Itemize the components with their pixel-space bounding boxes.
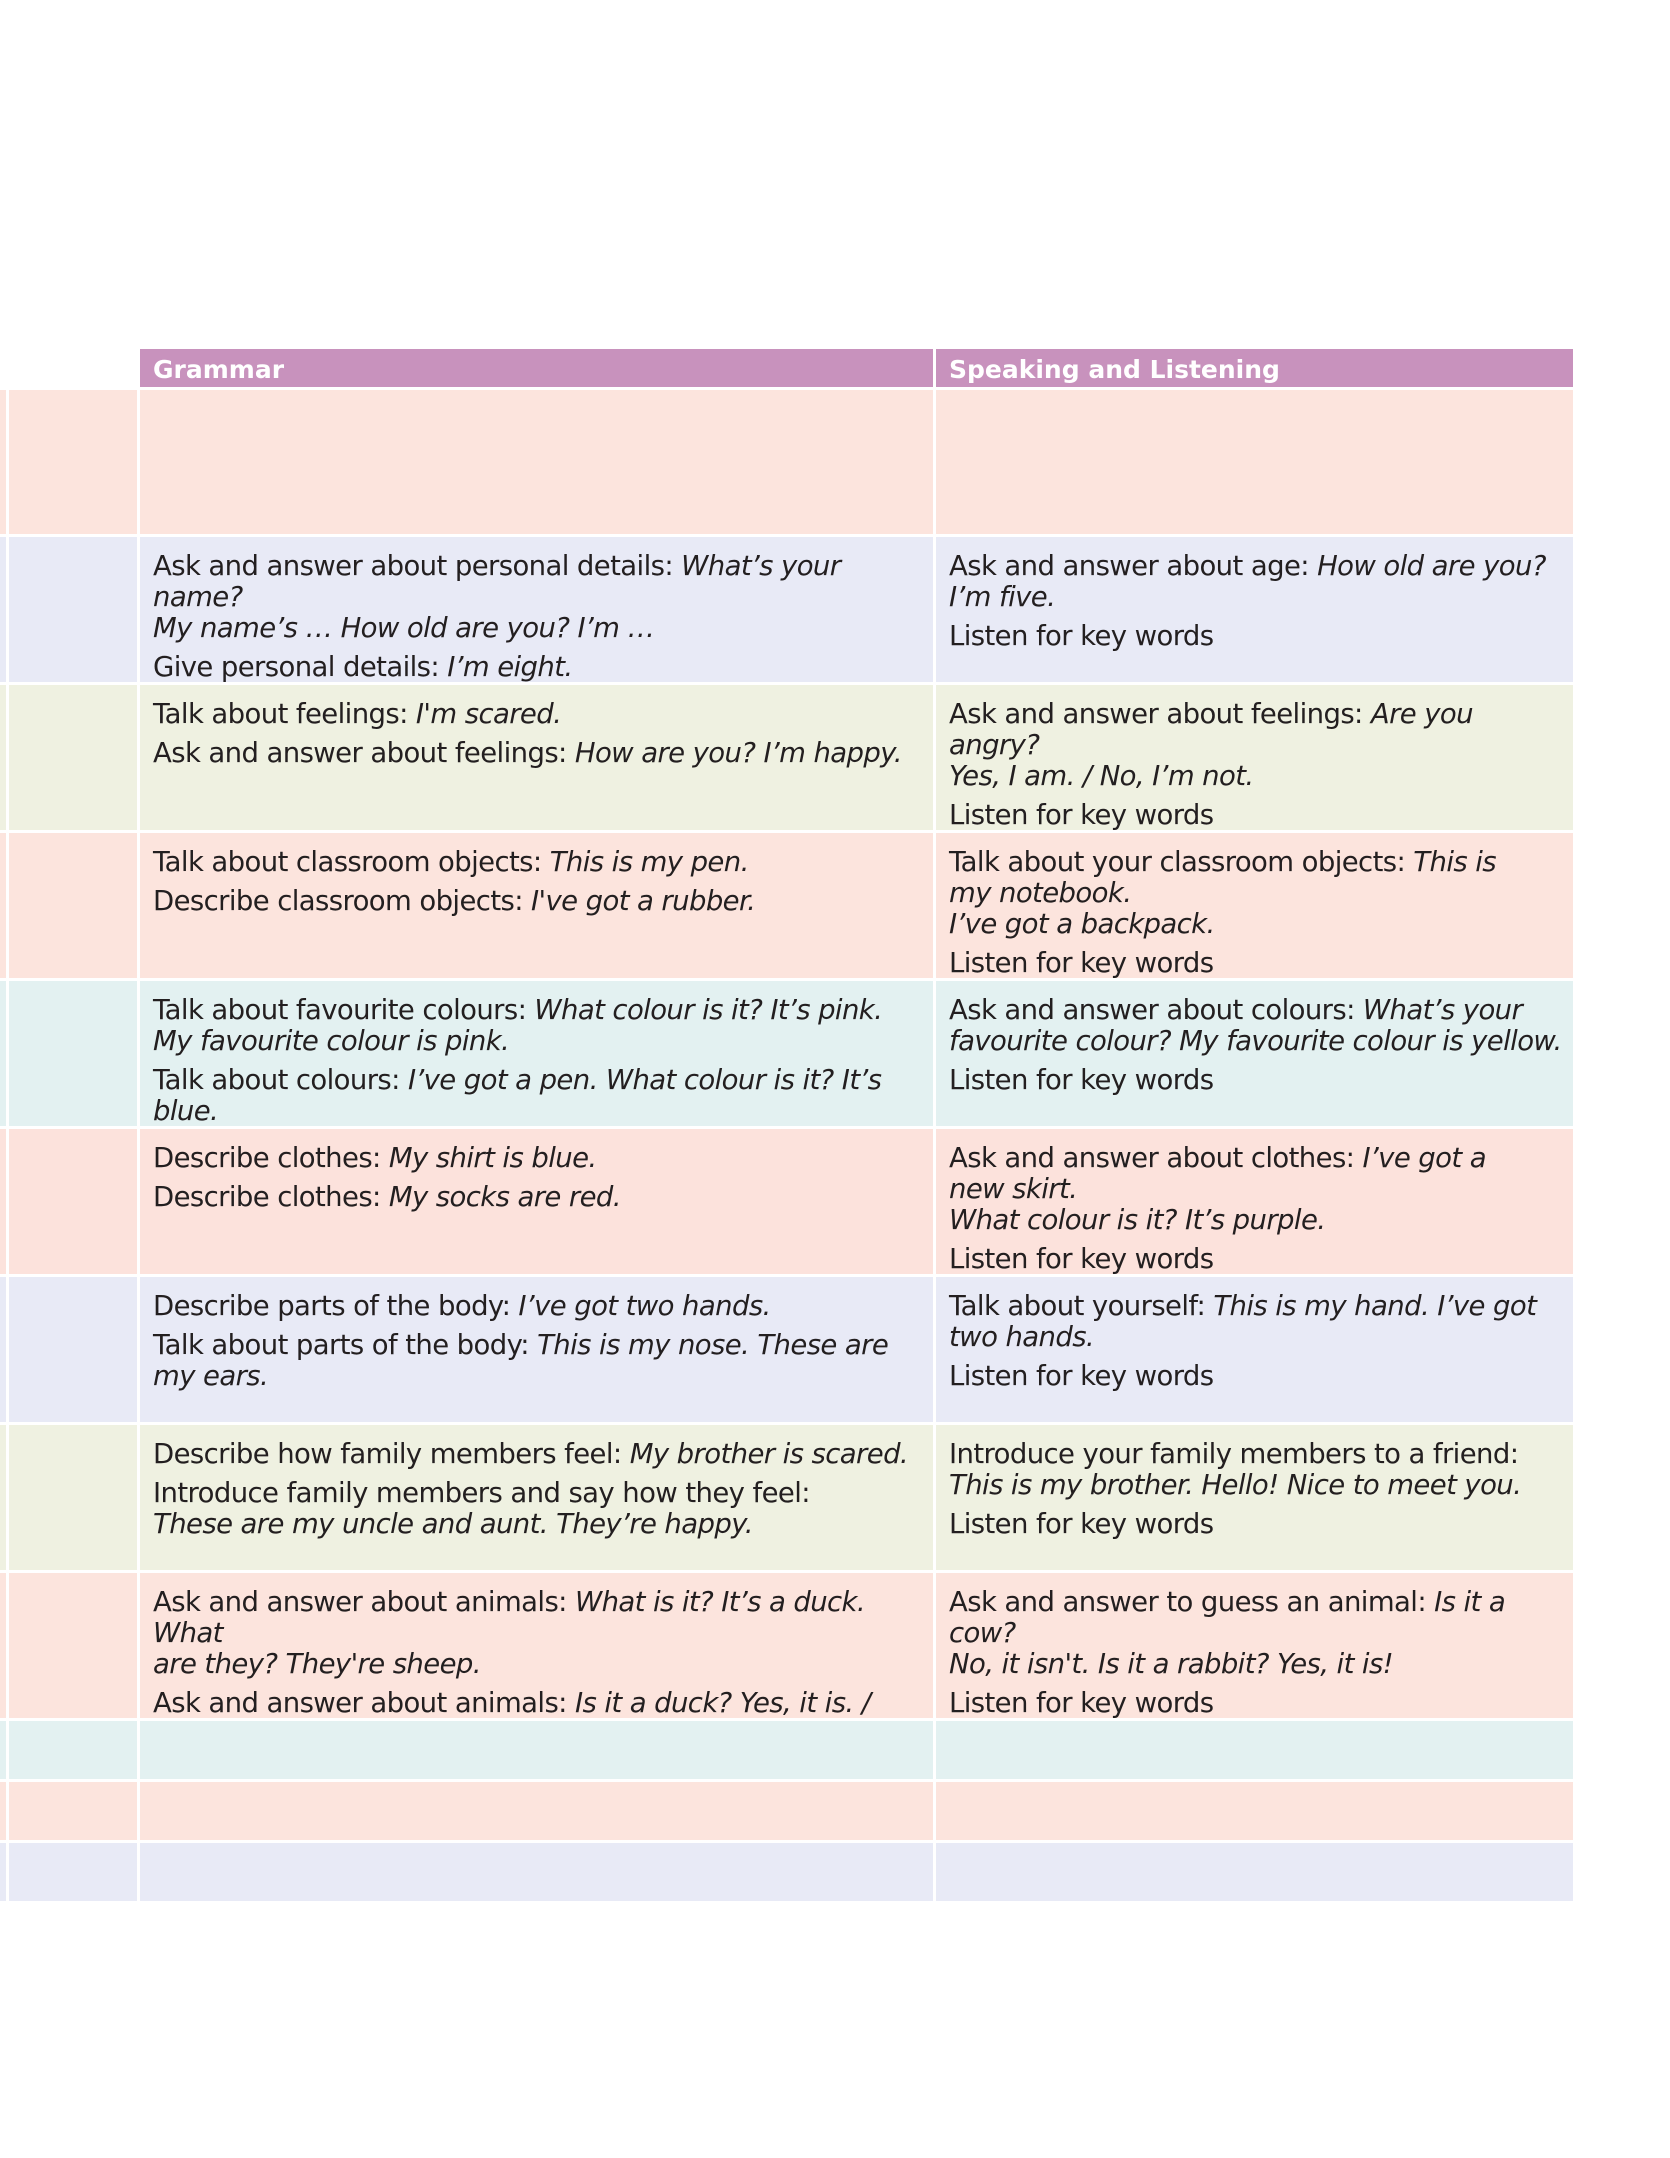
example-text: Yes, I am. / No, I’m not. — [949, 760, 1254, 792]
speaking-cell — [933, 981, 1573, 1126]
header-grammar: Grammar — [137, 349, 933, 387]
skill-label: Listen for key words — [949, 799, 1214, 831]
speaking-item — [949, 995, 1563, 1057]
table-row — [0, 1129, 1573, 1277]
speaking-item — [949, 621, 1563, 652]
example-text: This is my hand. I’ve got — [1213, 1290, 1537, 1322]
column-divider — [6, 685, 9, 830]
grammar-cell — [137, 1277, 933, 1422]
speaking-item — [949, 699, 1563, 792]
grammar-item — [153, 847, 923, 878]
skill-label: Talk about classroom objects: — [153, 846, 550, 878]
example-text: I’ve got a backpack. — [949, 908, 1215, 940]
unit-cell — [0, 537, 137, 682]
example-text: I'm scared. — [415, 698, 562, 730]
skill-label: Ask and answer about animals: — [153, 1586, 575, 1618]
skill-label: Listen for key words — [949, 1508, 1214, 1540]
speaking-item — [949, 551, 1563, 613]
example-text: my notebook. — [949, 877, 1132, 909]
grammar-item — [153, 1182, 923, 1213]
example-text: This is — [1413, 846, 1497, 878]
grammar-item — [153, 551, 923, 644]
grammar-cell — [137, 1721, 933, 1779]
skill-label: Give personal details: — [153, 651, 448, 683]
example-text: My favourite colour is pink. — [153, 1025, 510, 1057]
table-row — [0, 981, 1573, 1129]
example-text: My brother is scared. — [629, 1438, 909, 1470]
grammar-item — [153, 1143, 923, 1174]
speaking-cell — [933, 537, 1573, 682]
example-text: Is it a cow? — [949, 1586, 1506, 1649]
skill-label: Listen for key words — [949, 620, 1214, 652]
unit-cell — [0, 1129, 137, 1274]
table-row — [0, 1782, 1573, 1843]
speaking-item — [949, 800, 1563, 831]
grammar-cell — [137, 1843, 933, 1901]
skill-label: Describe parts of the body: — [153, 1290, 519, 1322]
speaking-cell — [933, 685, 1573, 830]
skill-label: Describe clothes: — [153, 1181, 389, 1213]
speaking-item — [949, 1143, 1563, 1236]
example-text: I’m five. — [949, 581, 1056, 613]
table-header-row — [0, 349, 1573, 390]
skill-label: Talk about parts of the body: — [153, 1329, 538, 1361]
example-text: favourite colour? My favourite colour is yellow. — [949, 1025, 1562, 1057]
grammar-item — [153, 699, 923, 730]
speaking-item — [949, 1439, 1563, 1501]
table-row — [0, 1277, 1573, 1425]
speaking-item — [949, 1509, 1563, 1540]
grammar-item — [153, 738, 923, 769]
speaking-item — [949, 1688, 1563, 1719]
example-text: How are you? I’m happy. — [574, 737, 902, 769]
speaking-item — [949, 847, 1563, 940]
skill-label: Talk about feelings: — [153, 698, 416, 730]
column-divider — [6, 1721, 9, 1779]
grammar-cell — [137, 1425, 933, 1570]
example-text: new skirt. — [949, 1173, 1078, 1205]
grammar-cell — [137, 685, 933, 830]
header-speaking-listening: Speaking and Listening — [933, 349, 1573, 387]
skill-label: Talk about favourite colours: — [153, 994, 535, 1026]
unit-cell — [0, 685, 137, 830]
skill-label: Ask and answer about clothes: — [949, 1142, 1363, 1174]
table-row — [0, 1721, 1573, 1782]
speaking-item — [949, 948, 1563, 979]
column-divider — [6, 1573, 9, 1718]
grammar-cell — [137, 1129, 933, 1274]
column-divider — [6, 1277, 9, 1422]
column-divider — [6, 1129, 9, 1274]
speaking-item — [949, 1065, 1563, 1096]
header-blank-cell — [0, 349, 137, 387]
skill-label: Ask and answer about age: — [949, 550, 1318, 582]
skill-label: Describe how family members feel: — [153, 1438, 630, 1470]
unit-cell — [0, 1721, 137, 1779]
example-text: What’s your name? — [153, 550, 841, 613]
speaking-item — [949, 1361, 1563, 1392]
example-text: I’m eight. — [447, 651, 573, 683]
table-row — [0, 1425, 1573, 1573]
unit-cell — [0, 390, 137, 534]
example-text: are they? They're sheep. — [153, 1648, 481, 1680]
grammar-cell — [137, 390, 933, 534]
grammar-item — [153, 1291, 923, 1322]
column-divider — [6, 537, 9, 682]
skill-label: Ask and answer to guess an animal: — [949, 1586, 1435, 1618]
example-text: This is my pen. — [549, 846, 749, 878]
speaking-cell — [933, 1782, 1573, 1840]
skill-label: Listen for key words — [949, 1243, 1214, 1275]
skill-label: Ask and answer about personal details: — [153, 550, 682, 582]
speaking-cell — [933, 833, 1573, 978]
skill-label: Listen for key words — [949, 1064, 1214, 1096]
grammar-item — [153, 995, 923, 1057]
grammar-cell — [137, 1573, 933, 1718]
grammar-item — [153, 1065, 923, 1127]
example-text: I’ve got a — [1362, 1142, 1486, 1174]
speaking-cell — [933, 1129, 1573, 1274]
skill-label: Listen for key words — [949, 1360, 1214, 1392]
grammar-item — [153, 1478, 923, 1540]
grammar-item — [153, 652, 923, 683]
speaking-item — [949, 1587, 1563, 1680]
table-row — [0, 390, 1573, 537]
speaking-cell — [933, 390, 1573, 534]
skill-label: Listen for key words — [949, 947, 1214, 979]
example-text: What is it? It’s a duck. What — [153, 1586, 866, 1649]
example-text: Are you angry? — [949, 698, 1473, 761]
example-text: How old are you? — [1317, 550, 1546, 582]
skill-label: Talk about your classroom objects: — [949, 846, 1414, 878]
table-body — [0, 390, 1573, 1904]
skill-label: Describe classroom objects: — [153, 885, 532, 917]
example-text: What’s your — [1362, 994, 1523, 1026]
grammar-cell — [137, 981, 933, 1126]
skill-label: Describe clothes: — [153, 1142, 389, 1174]
example-text: This is my brother. Hello! Nice to meet you. — [949, 1469, 1522, 1501]
example-text: These are my uncle and aunt. They’re happy. — [153, 1508, 753, 1540]
column-divider — [6, 1782, 9, 1840]
skill-label: Ask and answer about feelings: — [949, 698, 1371, 730]
grammar-cell — [137, 537, 933, 682]
example-text: My shirt is blue. — [388, 1142, 597, 1174]
example-text: No, it isn't. Is it a rabbit? Yes, it is! — [949, 1648, 1394, 1680]
example-text: I've got a rubber. — [531, 885, 756, 917]
speaking-cell — [933, 1277, 1573, 1422]
table-row — [0, 1573, 1573, 1721]
example-text: my ears. — [153, 1360, 269, 1392]
table-row — [0, 685, 1573, 833]
skill-label: Talk about colours: — [153, 1064, 408, 1096]
table-row — [0, 537, 1573, 685]
skill-label: Ask and answer about feelings: — [153, 737, 575, 769]
unit-cell — [0, 1573, 137, 1718]
example-text: What colour is it? It’s pink. — [534, 994, 883, 1026]
speaking-cell — [933, 1721, 1573, 1779]
unit-cell — [0, 833, 137, 978]
unit-cell — [0, 981, 137, 1126]
table-row — [0, 833, 1573, 981]
grammar-item — [153, 1439, 923, 1470]
skill-label: Talk about yourself: — [949, 1290, 1214, 1322]
skill-label: Introduce your family members to a friend: — [949, 1438, 1519, 1470]
grammar-item — [153, 1330, 923, 1392]
example-text: I’ve got two hands. — [518, 1290, 771, 1322]
syllabus-table — [0, 349, 1573, 1904]
column-divider — [6, 981, 9, 1126]
skill-label: Introduce family members and say how they feel: — [153, 1477, 810, 1509]
example-text: I’ve got a pen. What colour is it? It’s blue. — [153, 1064, 882, 1127]
speaking-item — [949, 1291, 1563, 1353]
grammar-cell — [137, 833, 933, 978]
unit-cell — [0, 1277, 137, 1422]
column-divider — [6, 1425, 9, 1570]
speaking-item — [949, 1244, 1563, 1275]
example-text: two hands. — [949, 1321, 1095, 1353]
grammar-cell — [137, 1782, 933, 1840]
grammar-item — [153, 1587, 923, 1680]
example-text: This is my nose. These are — [537, 1329, 889, 1361]
speaking-cell — [933, 1425, 1573, 1570]
example-text: My socks are red. — [388, 1181, 621, 1213]
example-text: Is it a duck? Yes, it is. / — [574, 1687, 871, 1719]
unit-cell — [0, 1843, 137, 1901]
speaking-cell — [933, 1843, 1573, 1901]
column-divider — [6, 833, 9, 978]
example-text: What colour is it? It’s purple. — [949, 1204, 1326, 1236]
column-divider — [6, 1843, 9, 1901]
unit-cell — [0, 1782, 137, 1840]
skill-label: Listen for key words — [949, 1687, 1214, 1719]
column-divider — [6, 390, 9, 534]
unit-cell — [0, 1425, 137, 1570]
skill-label: Ask and answer about colours: — [949, 994, 1363, 1026]
example-text: My name’s … How old are you? I’m … — [153, 612, 655, 644]
speaking-cell — [933, 1573, 1573, 1718]
table-row — [0, 1843, 1573, 1904]
skill-label: Ask and answer about animals: — [153, 1687, 575, 1719]
grammar-item — [153, 886, 923, 917]
